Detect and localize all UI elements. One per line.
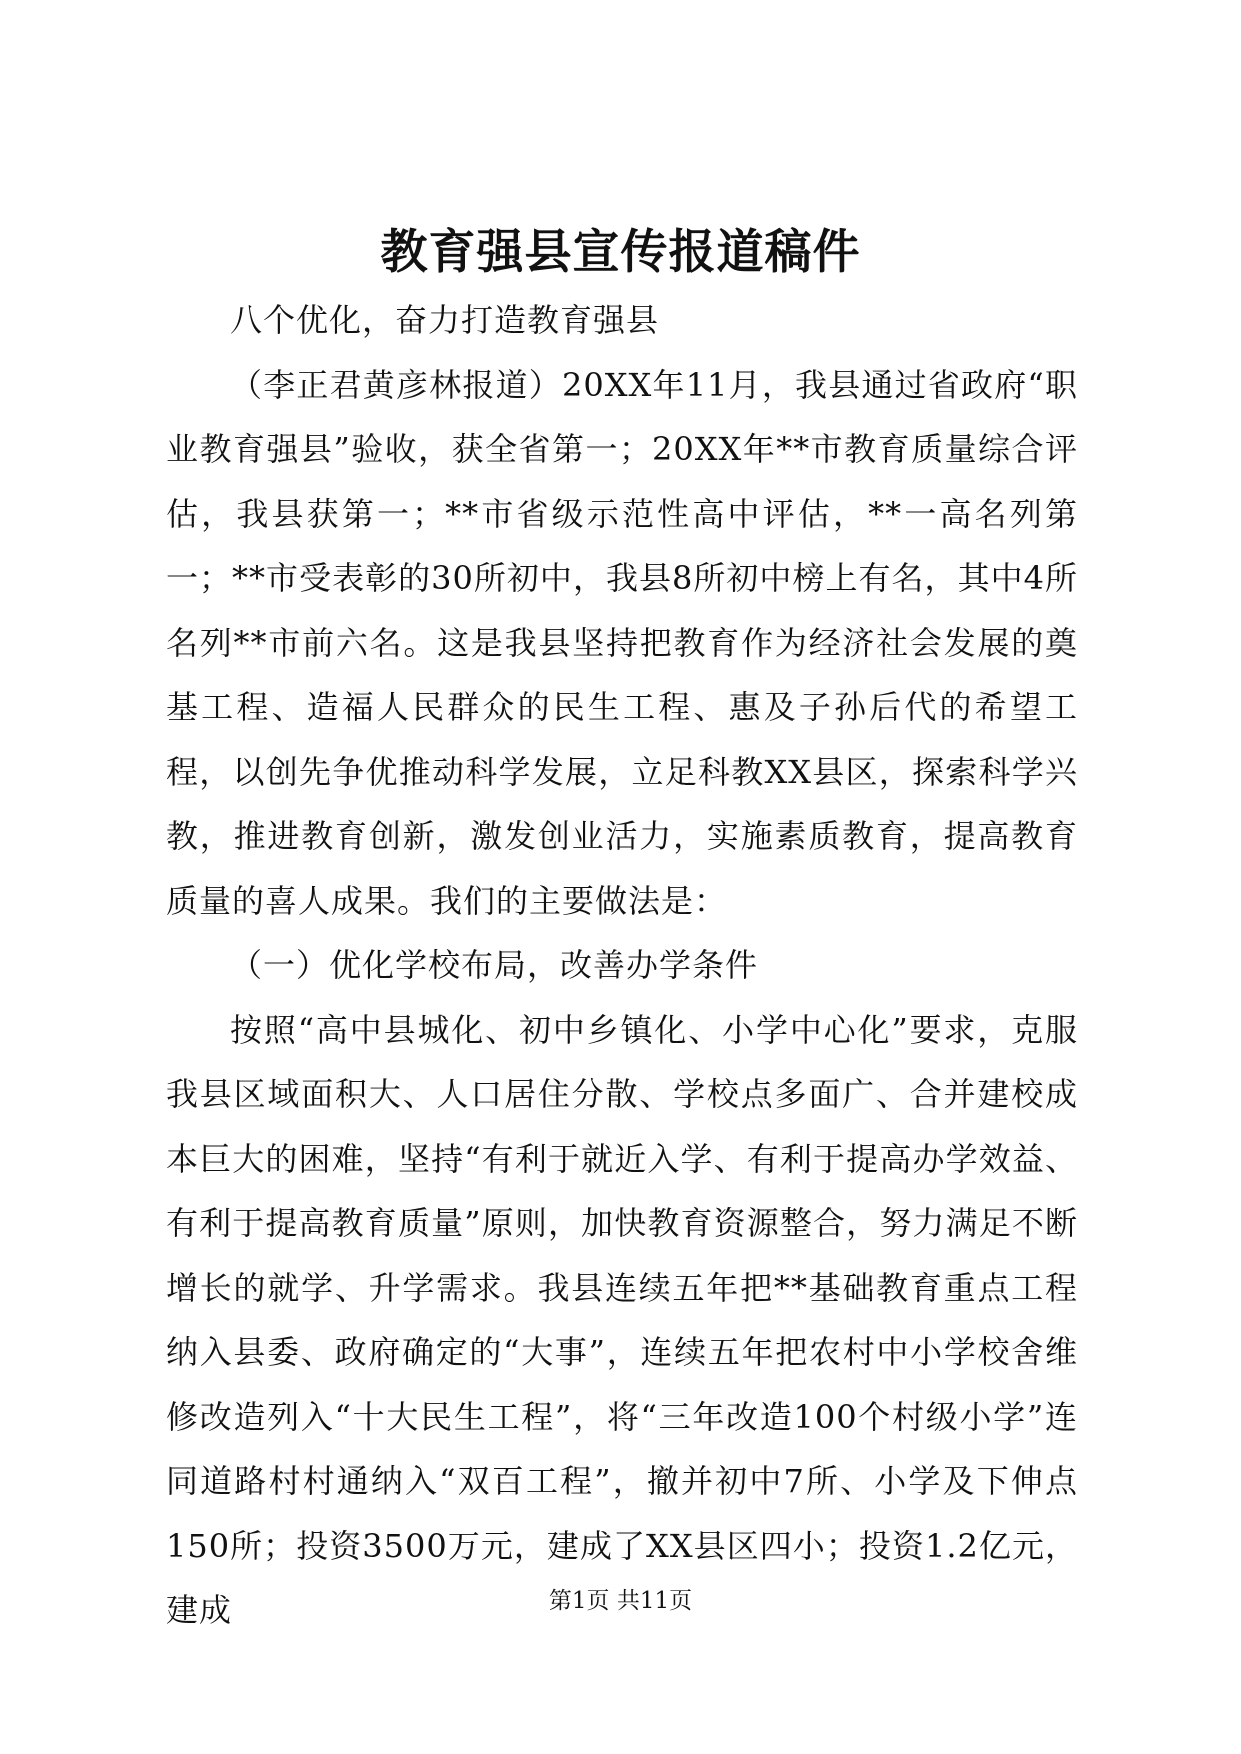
page-footer: 第1页 共11页 [548, 1588, 693, 1614]
section-heading: （一）优化学校布局，改善办学条件 [230, 946, 759, 984]
document-body [166, 288, 1078, 1643]
body-paragraph: 按照“高中县城化、初中乡镇化、小学中心化”要求，克服我县区域面积大、人口居住分散、学校点多面广、合并建校成本巨大的困难，坚持“有利于就近入学、有利于提高办学效益、有利于提高教育质量”原则，加快教育资源整合，努力满足不断增长的就学、升学需求。我县连续五年把**基础教育重点工程纳入县委、政府确定的“大事”，连续五年把农村中小学校舍维修改造列入“十大民生工程”，将“三年改造100个村级小学”连同道路村村通纳入“双百工程”，撤并初中7所、小学及下伸点150所；投资3500万元，建成了XX县区四小；投资1.2亿元，建成 [166, 1010, 1078, 1629]
document-title: 教育强县宣传报道稿件 [380, 225, 861, 280]
subtitle-paragraph: 八个优化，奋力打造教育强县 [230, 301, 660, 339]
body-paragraph: （李正君黄彦林报道）20XX年11月，我县通过省政府“职业教育强县”验收，获全省第一；20XX年**市教育质量综合评估，我县获第一；**市省级示范性高中评估，**一高名列第一；**市受表彰的30所初中，我县8所初中榜上有名，其中4所名列**市前六名。这是我县坚持把教育作为经济社会发展的奠基工程、造福人民群众的民生工程、惠及子孙后代的希望工程，以创先争优推动科学发展，立足科教XX县区，探索科学兴教，推进教育创新，激发创业活力，实施素质教育，提高教育质量的喜人成果。我们的主要做法是： [166, 365, 1078, 920]
